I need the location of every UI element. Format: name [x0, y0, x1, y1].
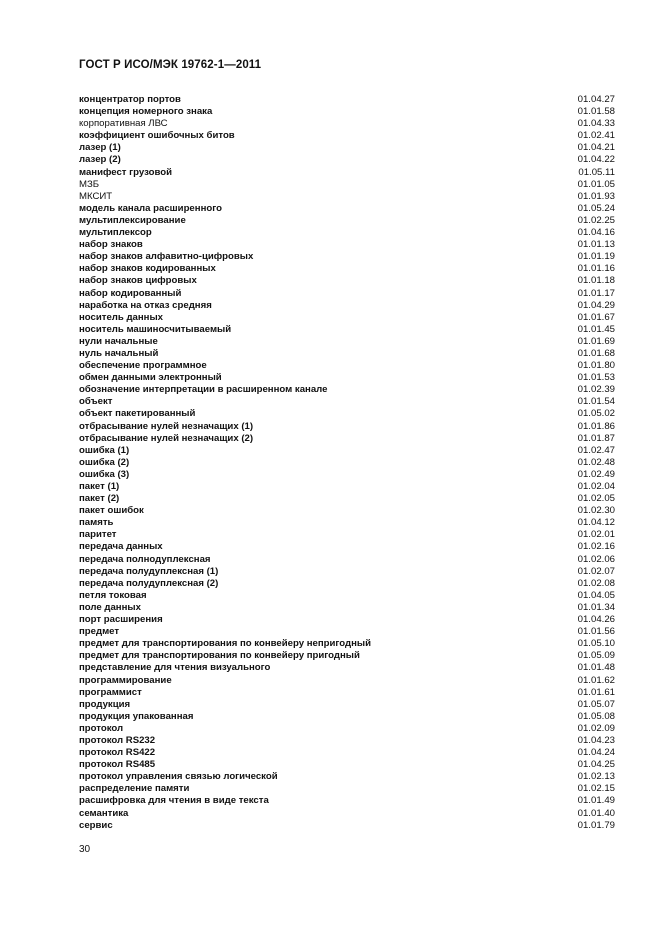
index-term: объект — [79, 396, 113, 408]
index-term: передача полнодуплексная — [79, 553, 211, 565]
index-code: 01.01.17 — [577, 287, 615, 299]
index-code: 01.04.29 — [577, 299, 615, 311]
term-index-list — [79, 94, 615, 832]
index-code: 01.05.07 — [577, 698, 615, 710]
index-term: протокол RS232 — [79, 734, 156, 746]
index-code: 01.01.48 — [577, 662, 615, 674]
index-term: набор знаков кодированных — [79, 263, 216, 275]
index-entry — [79, 142, 615, 154]
index-code: 01.02.16 — [577, 541, 615, 553]
index-term: паритет — [79, 529, 117, 541]
index-entry — [79, 312, 615, 324]
index-term: протокол — [79, 722, 124, 734]
index-code: 01.01.13 — [577, 239, 615, 251]
index-entry — [79, 675, 615, 687]
index-entry — [79, 662, 615, 674]
index-term: МЗБ — [79, 178, 100, 190]
index-term: семантика — [79, 807, 129, 819]
index-term: коэффициент ошибочных битов — [79, 130, 235, 142]
index-entry — [79, 396, 615, 408]
index-term: протокол RS485 — [79, 759, 156, 771]
index-code: 01.05.10 — [577, 638, 615, 650]
index-entry — [79, 179, 615, 191]
index-code: 01.04.33 — [577, 118, 615, 130]
index-entry — [79, 336, 615, 348]
index-entry — [79, 275, 615, 287]
index-code: 01.01.53 — [577, 372, 615, 384]
index-code: 01.01.54 — [577, 396, 615, 408]
index-entry — [79, 687, 615, 699]
index-entry — [79, 457, 615, 469]
index-code: 01.02.41 — [577, 130, 615, 142]
index-code: 01.04.24 — [577, 747, 615, 759]
index-code: 01.02.09 — [577, 722, 615, 734]
index-code: 01.01.80 — [577, 360, 615, 372]
index-code: 01.01.93 — [577, 190, 615, 202]
index-entry — [79, 227, 615, 239]
index-code: 01.01.40 — [577, 807, 615, 819]
index-entry — [79, 348, 615, 360]
index-term: манифест грузовой — [79, 166, 173, 178]
index-code: 01.02.39 — [577, 384, 615, 396]
index-term: корпоративная ЛВС — [79, 118, 168, 130]
index-term: МКСИТ — [79, 190, 113, 202]
index-entry — [79, 614, 615, 626]
index-term: пакет (1) — [79, 481, 120, 492]
index-code: 01.01.86 — [577, 420, 615, 432]
index-term: протокол управления связью логической — [79, 771, 278, 783]
index-code: 01.02.13 — [577, 771, 615, 783]
index-entry — [79, 191, 615, 203]
index-code: 01.04.12 — [577, 517, 615, 529]
index-entry — [79, 360, 615, 372]
index-entry — [79, 324, 615, 336]
index-entry — [79, 505, 615, 517]
index-code: 01.04.21 — [577, 142, 615, 154]
index-term: носитель данных — [79, 311, 163, 323]
index-term: продукция — [79, 698, 131, 710]
index-term: сервис — [79, 819, 113, 831]
index-term: ошибка (3) — [79, 468, 130, 480]
index-entry — [79, 300, 615, 312]
index-term: предмет для транспортирования по конвейеру непригодный — [79, 638, 371, 650]
index-term: отбрасывание нулей незначащих (2) — [79, 432, 254, 444]
index-code: 01.04.23 — [577, 734, 615, 746]
index-entry — [79, 251, 615, 263]
index-entry — [79, 215, 615, 227]
index-code: 01.02.01 — [577, 529, 615, 541]
document-title: ГОСТ Р ИСО/МЭК 19762-1—2011 — [79, 59, 262, 71]
index-term: порт расширения — [79, 614, 163, 626]
index-term: объект пакетированный — [79, 408, 196, 420]
index-code: 01.04.26 — [577, 614, 615, 626]
index-code: 01.02.07 — [577, 565, 615, 577]
index-entry — [79, 154, 615, 166]
index-term: мультиплексор — [79, 227, 152, 239]
index-term: ошибка (1) — [79, 444, 130, 456]
index-term: продукция упакованная — [79, 710, 194, 722]
index-entry — [79, 288, 615, 300]
index-entry — [79, 384, 615, 396]
index-code: 01.05.08 — [577, 710, 615, 722]
index-term: нуль начальный — [79, 347, 159, 359]
index-entry — [79, 578, 615, 590]
index-entry — [79, 130, 615, 142]
index-term: мультиплексирование — [79, 214, 186, 226]
index-code: 01.01.18 — [577, 275, 615, 287]
index-entry — [79, 541, 615, 553]
index-entry — [79, 590, 615, 602]
index-term: ошибка (2) — [79, 456, 130, 468]
index-term: память — [79, 517, 114, 529]
index-entry — [79, 554, 615, 566]
index-term: протокол RS422 — [79, 747, 156, 759]
index-code: 01.01.87 — [577, 432, 615, 444]
index-term: обмен данными электронный — [79, 372, 222, 384]
index-entry — [79, 529, 615, 541]
index-entry — [79, 263, 615, 275]
index-term: лазер (1) — [79, 142, 121, 154]
index-term: наработка на отказ средняя — [79, 299, 212, 311]
index-entry — [79, 759, 615, 771]
index-code: 01.02.05 — [577, 493, 615, 505]
index-term: распределение памяти — [79, 783, 190, 795]
index-term: концепция номерного знака — [79, 106, 213, 118]
index-entry — [79, 723, 615, 735]
index-term: обеспечение программное — [79, 360, 207, 372]
index-entry — [79, 735, 615, 747]
index-code: 01.02.15 — [577, 783, 615, 795]
index-code: 01.01.19 — [577, 251, 615, 263]
index-entry — [79, 481, 615, 493]
index-code: 01.01.62 — [577, 674, 615, 686]
index-entry — [79, 566, 615, 578]
index-code: 01.01.56 — [577, 626, 615, 638]
index-term: петля токовая — [79, 589, 147, 601]
index-term: передача данных — [79, 541, 163, 553]
index-term: лазер (2) — [79, 154, 121, 166]
index-term: предмет для транспортирования по конвейеру пригодный — [79, 650, 360, 662]
index-code: 01.05.02 — [577, 408, 615, 420]
index-term: расшифровка для чтения в виде текста — [79, 795, 269, 807]
index-entry — [79, 167, 615, 179]
index-code: 01.01.67 — [577, 311, 615, 323]
index-term: представление для чтения визуального — [79, 662, 271, 674]
index-entry — [79, 747, 615, 759]
index-term: носитель машиносчитываемый — [79, 323, 232, 335]
index-entry — [79, 118, 615, 130]
index-entry — [79, 421, 615, 433]
index-code: 01.02.04 — [577, 481, 615, 492]
index-code: 01.05.09 — [577, 650, 615, 662]
index-entry — [79, 372, 615, 384]
index-entry — [79, 795, 615, 807]
index-code: 01.01.34 — [577, 601, 615, 613]
index-entry — [79, 445, 615, 457]
index-entry — [79, 699, 615, 711]
index-entry — [79, 808, 615, 820]
index-entry — [79, 771, 615, 783]
index-entry — [79, 469, 615, 481]
index-term: передача полудуплексная (2) — [79, 577, 219, 589]
index-term: программист — [79, 686, 142, 698]
index-entry — [79, 638, 615, 650]
index-term: отбрасывание нулей незначащих (1) — [79, 420, 254, 432]
index-entry — [79, 203, 615, 215]
index-code: 01.04.25 — [577, 759, 615, 771]
index-term: набор знаков алфавитно-цифровых — [79, 251, 254, 263]
index-term: программирование — [79, 674, 172, 686]
index-term: модель канала расширенного — [79, 202, 222, 214]
index-entry — [79, 106, 615, 118]
index-code: 01.02.49 — [577, 468, 615, 480]
index-code: 01.02.08 — [577, 577, 615, 589]
index-term: набор знаков — [79, 239, 143, 251]
index-entry — [79, 493, 615, 505]
index-entry — [79, 650, 615, 662]
index-code: 01.04.05 — [577, 589, 615, 601]
index-code: 01.02.30 — [577, 505, 615, 517]
index-entry — [79, 783, 615, 795]
index-code: 01.02.25 — [577, 214, 615, 226]
index-entry — [79, 433, 615, 445]
index-entry — [79, 408, 615, 420]
index-code: 01.01.79 — [577, 819, 615, 831]
index-entry — [79, 626, 615, 638]
index-term: пакет (2) — [79, 493, 120, 505]
index-entry — [79, 94, 615, 106]
index-term: набор знаков цифровых — [79, 275, 197, 287]
index-entry — [79, 517, 615, 529]
index-code: 01.02.06 — [577, 553, 615, 565]
index-code: 01.02.48 — [577, 456, 615, 468]
index-code: 01.04.22 — [577, 154, 615, 166]
index-entry — [79, 711, 615, 723]
page-number: 30 — [79, 844, 91, 855]
index-code: 01.01.45 — [577, 323, 615, 335]
index-term: предмет — [79, 626, 120, 638]
index-code: 01.05.24 — [577, 202, 615, 214]
index-code: 01.01.16 — [577, 263, 615, 275]
index-code: 01.01.49 — [577, 795, 615, 807]
index-code: 01.01.58 — [577, 106, 615, 118]
index-term: пакет ошибок — [79, 505, 144, 517]
index-entry — [79, 820, 615, 832]
index-entry — [79, 602, 615, 614]
index-term: обозначение интерпретации в расширенном канале — [79, 384, 328, 396]
index-code: 01.01.61 — [577, 686, 615, 698]
index-term: нули начальные — [79, 335, 158, 347]
index-code: 01.04.27 — [577, 94, 615, 105]
index-term: набор кодированный — [79, 287, 182, 299]
index-code: 01.01.69 — [577, 335, 615, 347]
index-term: передача полудуплексная (1) — [79, 565, 219, 577]
index-code: 01.01.68 — [577, 347, 615, 359]
index-entry — [79, 239, 615, 251]
index-code: 01.01.05 — [577, 178, 615, 190]
index-code: 01.05.11 — [578, 166, 615, 178]
index-term: поле данных — [79, 601, 141, 613]
index-term: концентратор портов — [79, 94, 181, 105]
index-code: 01.02.47 — [577, 444, 615, 456]
index-code: 01.04.16 — [577, 227, 615, 239]
